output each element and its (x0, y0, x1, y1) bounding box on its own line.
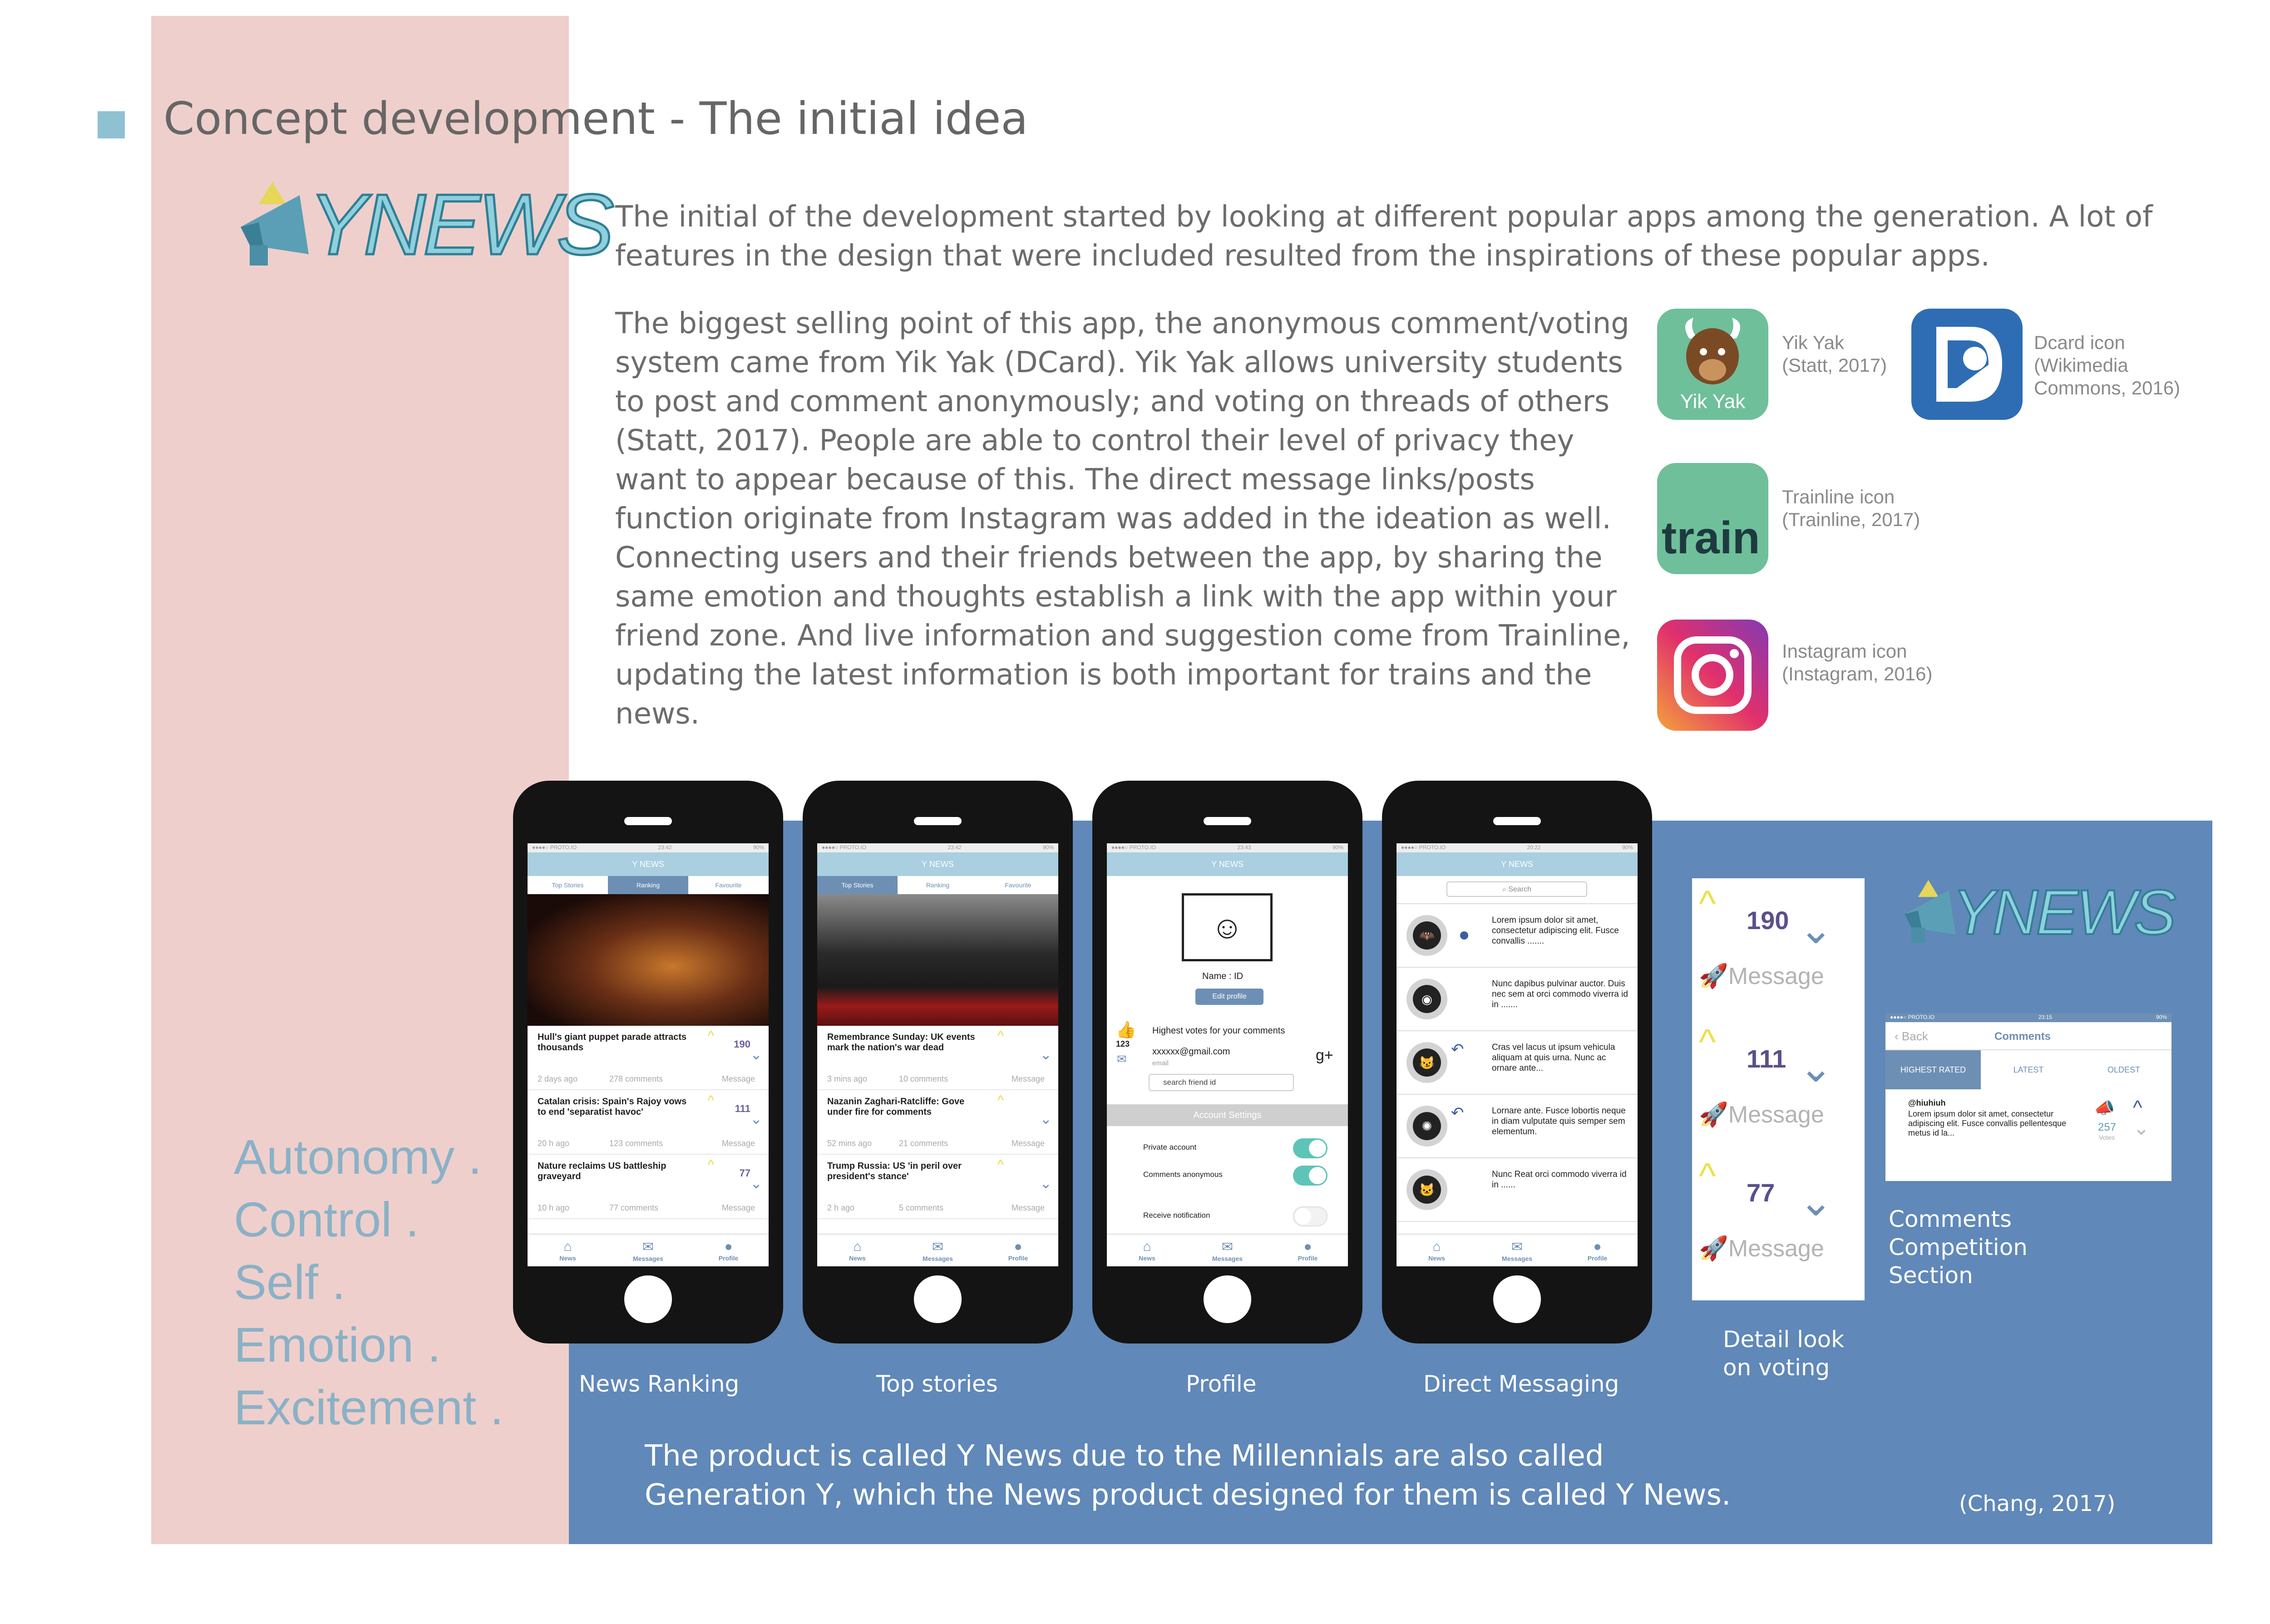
downvote-icon[interactable]: ⌄ (1799, 1179, 1833, 1225)
label-direct-messaging: Direct Messaging (1423, 1371, 1619, 1397)
account-settings-header: Account Settings (1107, 1104, 1348, 1126)
avatar: 😼 (1406, 1042, 1447, 1083)
value-item: Self . (234, 1255, 346, 1309)
dm-text: Cras vel lacus ut ipsum vehicula aliquam at quis urna. Nunc ac ornare ante... (1492, 1043, 1615, 1073)
label-top-stories: Top stories (876, 1371, 998, 1397)
tab-bar-news[interactable]: ⌂ News (817, 1235, 898, 1266)
comments-header (1885, 1022, 2171, 1050)
megaphone-icon: 📣 (2094, 1098, 2115, 1117)
voting-label: Detail look on voting (1723, 1326, 1845, 1381)
upvote-icon[interactable]: ^ (1699, 1022, 1716, 1062)
envelope-icon: ✉ (932, 1240, 944, 1255)
home-button[interactable] (914, 1275, 962, 1323)
news-headline: Nazanin Zaghari-Ratcliffe: Gove under fire for comments (827, 1097, 965, 1117)
comment-text: Lorem ipsum dolor sit amet, consectetur adipiscing elit. Fusce convallis pellentesque metus id la... (1908, 1109, 2067, 1137)
tab-bar (528, 1234, 769, 1266)
search-icon: ⌕ (1502, 886, 1509, 893)
inspiration-paragraph: The biggest selling point of this app, the anonymous comment/voting system came from Yik Yak (DCard). Yik Yak allows university students to post and comment anonymously; and voting on threads of others (Statt, 2017). People are able to control their level of privacy they want to appear because of this. The direct message links/posts function originate from Instagram was added in the ideation as well. Connecting users and their friends between the app, by sharing the same emotion and thoughts establish a link with the app within your friend zone. And live information and suggestion come from Trainline, updating the latest information is both important for trains and the news. (615, 307, 1630, 731)
tab-bar-messages[interactable]: ✉ Messages (608, 1235, 688, 1266)
comment-votes-label: Votes (2099, 1134, 2115, 1141)
downvote-icon[interactable]: ⌄ (1040, 1111, 1052, 1127)
envelope-icon: ✉ (1221, 1240, 1234, 1255)
home-button[interactable] (1204, 1275, 1251, 1323)
tab-favourite[interactable]: Favourite (1005, 881, 1031, 889)
news-comments[interactable]: 278 comments (609, 1074, 663, 1083)
phone-profile (1092, 781, 1362, 1343)
dm-item[interactable] (1397, 1031, 1638, 1095)
person-icon: ● (724, 1239, 733, 1254)
phone-screen (1107, 843, 1348, 1266)
comments-anonymous-toggle[interactable] (1293, 1166, 1327, 1186)
tab-bar-profile[interactable]: ● Profile (978, 1235, 1058, 1266)
downvote-icon[interactable]: ⌄ (750, 1111, 762, 1127)
news-headline: Catalan crisis: Spain's Rajoy vows to end 'separatist havoc' (538, 1097, 687, 1117)
trainline-icon (1657, 463, 1768, 574)
dm-item[interactable] (1397, 904, 1638, 968)
tab-bar (1397, 1234, 1638, 1266)
phone-screen (1397, 843, 1638, 1266)
tab-latest[interactable]: LATEST (2013, 1065, 2044, 1074)
profile-name: Name : ID (1202, 971, 1244, 981)
home-icon: ⌂ (1143, 1239, 1151, 1254)
upvote-icon[interactable]: ^ (2133, 1097, 2142, 1119)
instagram-caption: Instagram icon (Instagram, 2016) (1782, 640, 1933, 684)
back-button[interactable]: ‹ Back (1895, 1029, 1928, 1043)
avatar: ✺ (1406, 1106, 1447, 1147)
news-comments[interactable]: 5 comments (899, 1203, 944, 1212)
news-comments[interactable]: 21 comments (899, 1139, 948, 1148)
tab-bar-profile[interactable]: ● Profile (1268, 1235, 1348, 1266)
upvote-icon[interactable]: ^ (1699, 1156, 1716, 1196)
tab-bar-messages[interactable]: ✉ Messages (898, 1235, 978, 1266)
citation: (Chang, 2017) (1959, 1491, 2116, 1516)
comment-votes: 257 (2098, 1121, 2117, 1133)
news-item[interactable] (817, 1026, 1058, 1090)
message-link[interactable]: 🚀Message (1699, 1235, 1824, 1262)
status-bar: ●●●●○ PROTO.IO 23:42 90% (817, 843, 1058, 852)
upvote-icon[interactable]: ^ (707, 1157, 714, 1172)
value-item: Autonomy . (234, 1129, 482, 1184)
message-link[interactable]: Message (1011, 1139, 1045, 1148)
vote-block (1692, 1017, 1865, 1153)
tab-ranking[interactable]: Ranking (926, 881, 950, 889)
dm-text: Nunc dapibus pulvinar auctor. Duis nec sem at orci commodo viverra id in ....... (1492, 979, 1628, 1009)
phone-speaker (914, 817, 962, 825)
dm-text: Lornare ante. Fusce lobortis neque in diam vulputate quis semper sem elementum. (1492, 1106, 1626, 1137)
private-account-label: Private account (1143, 1143, 1197, 1152)
comments-label: Comments Competition Section (1889, 1206, 2028, 1289)
yikyak-icon (1657, 309, 1768, 420)
message-link[interactable]: Message (1011, 1203, 1045, 1212)
news-photo-remembrance (817, 894, 1058, 1026)
tab-bar-profile[interactable]: ● Profile (688, 1235, 769, 1266)
value-item: Emotion . (234, 1317, 441, 1372)
phone-screen (528, 843, 769, 1266)
phone-speaker (624, 817, 672, 825)
avatar: ◉ (1406, 979, 1447, 1019)
search-friend-input[interactable]: search friend id (1149, 1074, 1294, 1091)
receive-notification-label: Receive notification (1143, 1211, 1210, 1220)
status-bar: ●●●●○ PROTO.IO 23:42 90% (528, 843, 769, 852)
ynews-logo-small (1898, 876, 2179, 953)
app-header: Y NEWS (1397, 852, 1638, 876)
status-bar: ●●●●○ PROTO.IO 23:43 90% (1107, 843, 1348, 852)
label-profile: Profile (1186, 1371, 1257, 1397)
yikyak-label: Yik Yak (1680, 390, 1746, 413)
news-headline: Remembrance Sunday: UK events mark the nation's war dead (827, 1032, 975, 1053)
rocket-icon: 🚀 (1699, 1235, 1728, 1262)
avatar: 🦇 (1406, 915, 1447, 956)
logo-text: YNEWS (1952, 876, 2174, 948)
app-header: Y NEWS (528, 852, 769, 876)
avatar[interactable]: ☺ (1182, 893, 1273, 961)
downvote-icon[interactable]: ⌄ (1799, 1045, 1833, 1091)
receive-notification-toggle[interactable] (1293, 1206, 1327, 1226)
value-item: Excitement . (234, 1380, 504, 1435)
trainline-caption: Trainline icon (Trainline, 2017) (1782, 486, 1920, 530)
tab-bar-news[interactable]: ⌂ News (1397, 1235, 1477, 1266)
message-link[interactable]: Message (721, 1074, 755, 1083)
news-headline: Nature reclaims US battleship graveyard (538, 1161, 666, 1181)
downvote-icon[interactable]: ⌄ (1799, 907, 1833, 952)
news-time: 2 h ago (827, 1203, 855, 1212)
dm-text: Lorem ipsum dolor sit amet, consectetur adipiscing elit. Fusce convallis ....... (1492, 915, 1619, 946)
home-button[interactable] (1493, 1275, 1541, 1323)
news-comments[interactable]: 123 comments (609, 1139, 663, 1148)
home-icon: ⌂ (853, 1239, 862, 1254)
comment-item[interactable] (1885, 1089, 2171, 1153)
upvote-icon[interactable]: ^ (997, 1157, 1004, 1172)
page-title: Concept development - The initial idea (163, 93, 1028, 145)
news-item[interactable] (528, 1026, 769, 1090)
upvote-icon[interactable]: ^ (997, 1093, 1004, 1108)
thumbs-up-icon: 👍 (1116, 1020, 1136, 1039)
news-time: 52 mins ago (827, 1139, 872, 1148)
news-time: 10 h ago (538, 1203, 570, 1212)
value-item: Control . (234, 1192, 419, 1247)
rocket-icon: 🚀 (1699, 963, 1728, 989)
tab-bar-messages[interactable]: ✉ Messages (1477, 1235, 1557, 1266)
tab-oldest[interactable]: OLDEST (2107, 1065, 2141, 1074)
votes-label: Highest votes for your comments (1152, 1026, 1285, 1036)
vote-block (1692, 878, 1865, 1014)
tab-highest-rated[interactable]: HIGHEST RATED (1885, 1050, 1981, 1089)
home-icon: ⌂ (1432, 1239, 1441, 1254)
status-bar: ●●●●○ PROTO.IO 23:15 90% (1885, 1013, 2171, 1022)
avatar: 🐱 (1406, 1169, 1447, 1210)
news-time: 3 mins ago (827, 1074, 868, 1083)
voting-detail-card (1692, 878, 1865, 1300)
product-note: The product is called Y News due to the Millennials are also called Generation Y, which the News product designed for them is called Y News. (645, 1439, 1731, 1512)
upvote-icon[interactable]: ^ (1699, 883, 1716, 924)
tab-bar (1107, 1234, 1348, 1266)
dm-item[interactable] (1397, 1158, 1638, 1222)
dm-search-input[interactable]: ⌕ Search (1446, 881, 1587, 897)
intro-text: The initial of the development started by looking at different popular apps among the generation. A lot of features in the design that were included resulted from the inspirations of these popular apps. (615, 200, 2153, 273)
upvote-icon[interactable]: ^ (707, 1029, 714, 1043)
email-label: email (1152, 1059, 1169, 1067)
phone-top-stories (803, 781, 1073, 1343)
private-account-toggle[interactable] (1293, 1138, 1327, 1158)
votes-count: 123 (1116, 1039, 1130, 1048)
news-headline: Hull's giant puppet parade attracts thousands (538, 1032, 687, 1053)
vote-count: 77 (739, 1167, 750, 1179)
phone-speaker (1493, 817, 1541, 825)
search-bar (1397, 876, 1638, 904)
instagram-icon (1657, 620, 1768, 731)
label-news-ranking: News Ranking (579, 1371, 740, 1397)
dm-item[interactable] (1397, 1095, 1638, 1158)
downvote-icon[interactable]: ⌄ (750, 1175, 762, 1191)
dm-item[interactable] (1397, 968, 1638, 1031)
envelope-icon: ✉ (1511, 1240, 1523, 1255)
edit-profile-button[interactable]: Edit profile (1195, 989, 1263, 1005)
person-icon: ● (1303, 1239, 1312, 1254)
phone-screen (817, 843, 1058, 1266)
tab-top-stories[interactable]: Top Stories (552, 881, 584, 889)
tab-bar-news[interactable]: ⌂ News (1107, 1235, 1187, 1266)
app-header: Y NEWS (1107, 852, 1348, 876)
news-headline: Trump Russia: US 'in peril over president's stance' (827, 1161, 962, 1181)
vote-count: 77 (1747, 1178, 1775, 1207)
comments-screen (1885, 1013, 2171, 1181)
message-link[interactable]: 🚀Message (1699, 1102, 1824, 1128)
yikyak-caption: Yik Yak (Statt, 2017) (1782, 332, 1887, 376)
email-icon: ✉ (1117, 1052, 1127, 1066)
news-comments[interactable]: 10 comments (899, 1074, 948, 1083)
news-time: 20 h ago (538, 1139, 570, 1148)
dcard-caption: Dcard icon (Wikimedia Commons, 2016) (2034, 332, 2181, 399)
dcard-icon (1911, 309, 2023, 420)
tab-top-stories[interactable]: Top Stories (817, 876, 898, 894)
trainline-label: train (1662, 512, 1760, 563)
phone-direct-messaging (1382, 781, 1652, 1343)
status-bar: ●●●●○ PROTO.IO 20:22 90% (1397, 843, 1638, 852)
logo-text: YNEWS (309, 177, 612, 273)
upvote-icon[interactable]: ^ (997, 1029, 1004, 1043)
email-value: xxxxxx@gmail.com (1152, 1047, 1230, 1057)
rocket-icon: 🚀 (1699, 1102, 1728, 1128)
news-tabs (528, 876, 769, 894)
unread-dot (1460, 931, 1468, 940)
tab-ranking[interactable]: Ranking (608, 876, 688, 894)
app-header: Y NEWS (817, 852, 1058, 876)
tab-bar-messages[interactable]: ✉ Messages (1187, 1235, 1268, 1266)
news-comments[interactable]: 77 comments (609, 1203, 659, 1212)
news-time: 2 days ago (538, 1074, 578, 1083)
comments-title: Comments (1994, 1030, 2051, 1043)
news-item[interactable] (817, 1155, 1058, 1219)
reply-arrow-icon: ↶ (1451, 1104, 1464, 1122)
vote-block (1692, 1151, 1865, 1287)
values-list (234, 1126, 503, 1439)
home-icon: ⌂ (563, 1239, 572, 1254)
news-tabs (817, 876, 1058, 894)
tab-bar-profile[interactable]: ● Profile (1557, 1235, 1638, 1266)
news-item[interactable] (528, 1155, 769, 1219)
message-link[interactable]: Message (721, 1203, 755, 1212)
title-bullet (98, 111, 125, 138)
google-plus-icon[interactable]: g+ (1316, 1047, 1333, 1064)
chevron-left-icon: ‹ (1895, 1029, 1902, 1043)
message-link[interactable]: Message (1011, 1074, 1045, 1083)
comments-anonymous-label: Comments anonymous (1143, 1170, 1223, 1179)
news-item[interactable] (817, 1090, 1058, 1155)
news-photo-puppet (528, 894, 769, 1026)
vote-count: 190 (734, 1038, 750, 1050)
phone-speaker (1204, 817, 1251, 825)
phone-news-ranking (513, 781, 783, 1343)
ynews-logo (232, 177, 612, 277)
downvote-icon[interactable]: ⌄ (1040, 1046, 1052, 1063)
downvote-icon[interactable]: ⌄ (2133, 1117, 2150, 1139)
message-link[interactable]: 🚀Message (1699, 963, 1824, 989)
home-button[interactable] (624, 1275, 672, 1323)
upvote-icon[interactable]: ^ (707, 1093, 714, 1108)
tab-bar (817, 1234, 1058, 1266)
vote-count: 190 (1747, 906, 1789, 935)
person-icon: ● (1014, 1239, 1022, 1254)
tab-bar-news[interactable]: ⌂ News (528, 1235, 608, 1266)
news-item[interactable] (528, 1090, 769, 1155)
reply-arrow-icon: ↶ (1451, 1041, 1464, 1058)
dm-text: Nunc Reat orci commodo viverra id in ...... (1492, 1170, 1627, 1190)
vote-count: 111 (1747, 1044, 1786, 1073)
comment-user: @hiuhiuh (1908, 1098, 1946, 1107)
person-icon: ● (1593, 1239, 1602, 1254)
envelope-icon: ✉ (642, 1240, 654, 1255)
message-link[interactable]: Message (721, 1139, 755, 1148)
tab-favourite[interactable]: Favourite (715, 881, 742, 889)
comment-sort-tabs (1885, 1050, 2171, 1089)
vote-count: 111 (735, 1103, 750, 1114)
downvote-icon[interactable]: ⌄ (750, 1046, 762, 1063)
downvote-icon[interactable]: ⌄ (1040, 1175, 1052, 1191)
